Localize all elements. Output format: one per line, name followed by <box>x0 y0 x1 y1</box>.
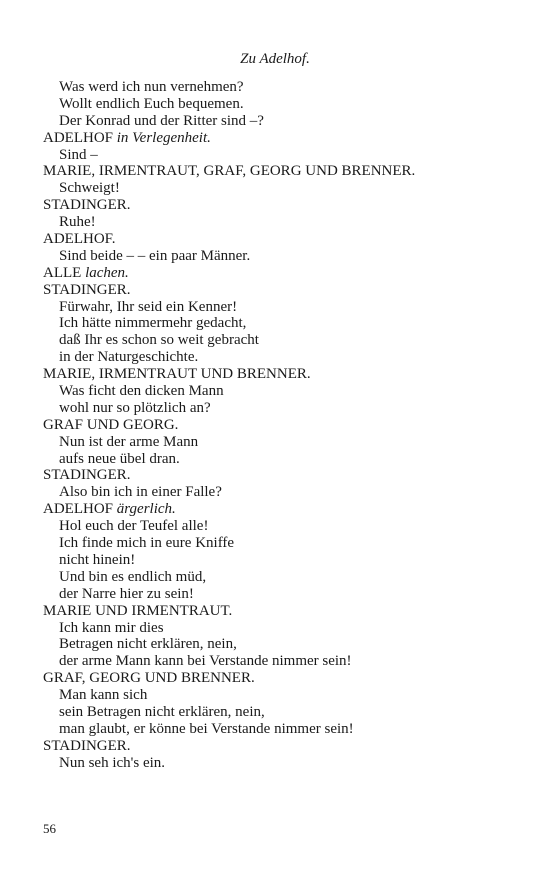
speaker-name: GRAF, GEORG UND BRENNER. <box>43 670 255 687</box>
verse-line <box>43 315 513 332</box>
speaker-line <box>43 231 513 248</box>
verse-text: in der Naturgeschichte. <box>59 349 199 366</box>
verse-line <box>43 620 513 637</box>
speaker-line <box>43 417 513 434</box>
speaker-name: STADINGER. <box>43 281 131 298</box>
speaker-line <box>43 670 513 687</box>
speaker-line <box>43 130 513 147</box>
verse-text: Was werd ich nun vernehmen? <box>59 79 244 95</box>
verse-text: Betragen nicht erklären, nein, <box>59 636 237 653</box>
speaker-name: GRAF UND GEORG. <box>43 416 179 433</box>
verse-line <box>43 704 513 721</box>
verse-text: der Narre hier zu sein! <box>59 585 194 602</box>
verse-text: Man kann sich <box>59 687 148 704</box>
verse-line <box>43 569 513 586</box>
speaker-name: STADINGER. <box>43 737 131 754</box>
speaker-line <box>43 467 513 484</box>
speaker-name: STADINGER. <box>43 197 131 214</box>
verse-text: daß Ihr es schon so weit gebracht <box>59 332 259 349</box>
verse-line <box>43 653 513 670</box>
verse-text: wohl nur so plötzlich an? <box>59 399 211 416</box>
speaker-line <box>43 738 513 755</box>
stage-direction: lachen. <box>85 264 129 281</box>
verse-text: Wollt endlich Euch bequemen. <box>59 95 244 112</box>
verse-line <box>43 113 513 130</box>
verse-text: aufs neue übel dran. <box>59 450 180 467</box>
verse-text: Und bin es endlich müd, <box>59 568 207 585</box>
verse-text: Hol euch der Teufel alle! <box>59 518 209 535</box>
speaker-line <box>43 366 513 383</box>
speaker-line <box>43 501 513 518</box>
verse-line <box>43 400 513 417</box>
verse-line <box>43 299 513 316</box>
verse-text: Nun seh ich's ein. <box>59 754 166 771</box>
verse-line <box>43 636 513 653</box>
speaker-name: ADELHOF <box>43 501 113 518</box>
running-head: Zu Adelhof. <box>240 51 310 67</box>
verse-text: Fürwahr, Ihr seid ein Kenner! <box>59 298 238 315</box>
speaker-name: ADELHOF. <box>43 231 116 248</box>
page-number: 56 <box>43 821 56 836</box>
stage-direction: in Verlegenheit. <box>116 129 211 146</box>
verse-line <box>43 484 513 501</box>
verse-line <box>43 214 513 231</box>
verse-text: Also bin ich in einer Falle? <box>59 484 222 501</box>
verse-text: Ich hätte nimmermehr gedacht, <box>59 315 247 332</box>
verse-text: Schweigt! <box>59 180 120 197</box>
speaker-line <box>43 603 513 620</box>
verse-text: Sind – <box>59 146 98 163</box>
verse-line <box>43 147 513 164</box>
verse-text: man glaubt, er könne bei Verstande nimmer sein! <box>59 720 354 737</box>
verse-line <box>43 552 513 569</box>
verse-line <box>43 383 513 400</box>
verse-text: Der Konrad und der Ritter sind –? <box>59 112 264 129</box>
verse-line <box>43 535 513 552</box>
verse-text: Sind beide – – ein paar Männer. <box>59 247 251 264</box>
speaker-name: MARIE, IRMENTRAUT, GRAF, GEORG UND BRENNER. <box>43 163 416 180</box>
verse-line <box>43 96 513 113</box>
verse-line <box>43 755 513 772</box>
verse-text: nicht hinein! <box>59 551 136 568</box>
verse-text: Ruhe! <box>59 214 96 231</box>
verse-line <box>43 586 513 603</box>
speaker-line <box>43 197 513 214</box>
verse-line <box>43 180 513 197</box>
verse-text: der arme Mann kann bei Verstande nimmer sein! <box>59 653 352 670</box>
verse-text: Was ficht den dicken Mann <box>59 383 224 400</box>
verse-line <box>43 248 513 265</box>
stage-direction: ärgerlich. <box>116 501 176 518</box>
verse-text: Ich finde mich in eure Kniffe <box>59 535 235 552</box>
speaker-name: MARIE UND IRMENTRAUT. <box>43 602 233 619</box>
libretto-text <box>43 79 513 772</box>
verse-line <box>43 721 513 738</box>
verse-text: Ich kann mir dies <box>59 619 164 636</box>
speaker-line <box>43 265 513 282</box>
verse-line <box>43 518 513 535</box>
verse-line <box>43 332 513 349</box>
verse-line <box>43 434 513 451</box>
speaker-line <box>43 163 513 180</box>
verse-line <box>43 687 513 704</box>
speaker-name: STADINGER. <box>43 467 131 484</box>
verse-line <box>43 451 513 468</box>
verse-line <box>43 79 513 96</box>
speaker-name: MARIE, IRMENTRAUT UND BRENNER. <box>43 366 311 383</box>
speaker-line <box>43 282 513 299</box>
speaker-name: ALLE <box>43 264 82 281</box>
speaker-name: ADELHOF <box>43 129 113 146</box>
verse-line <box>43 349 513 366</box>
verse-text: Nun ist der arme Mann <box>59 433 199 450</box>
verse-text: sein Betragen nicht erklären, nein, <box>59 703 265 720</box>
